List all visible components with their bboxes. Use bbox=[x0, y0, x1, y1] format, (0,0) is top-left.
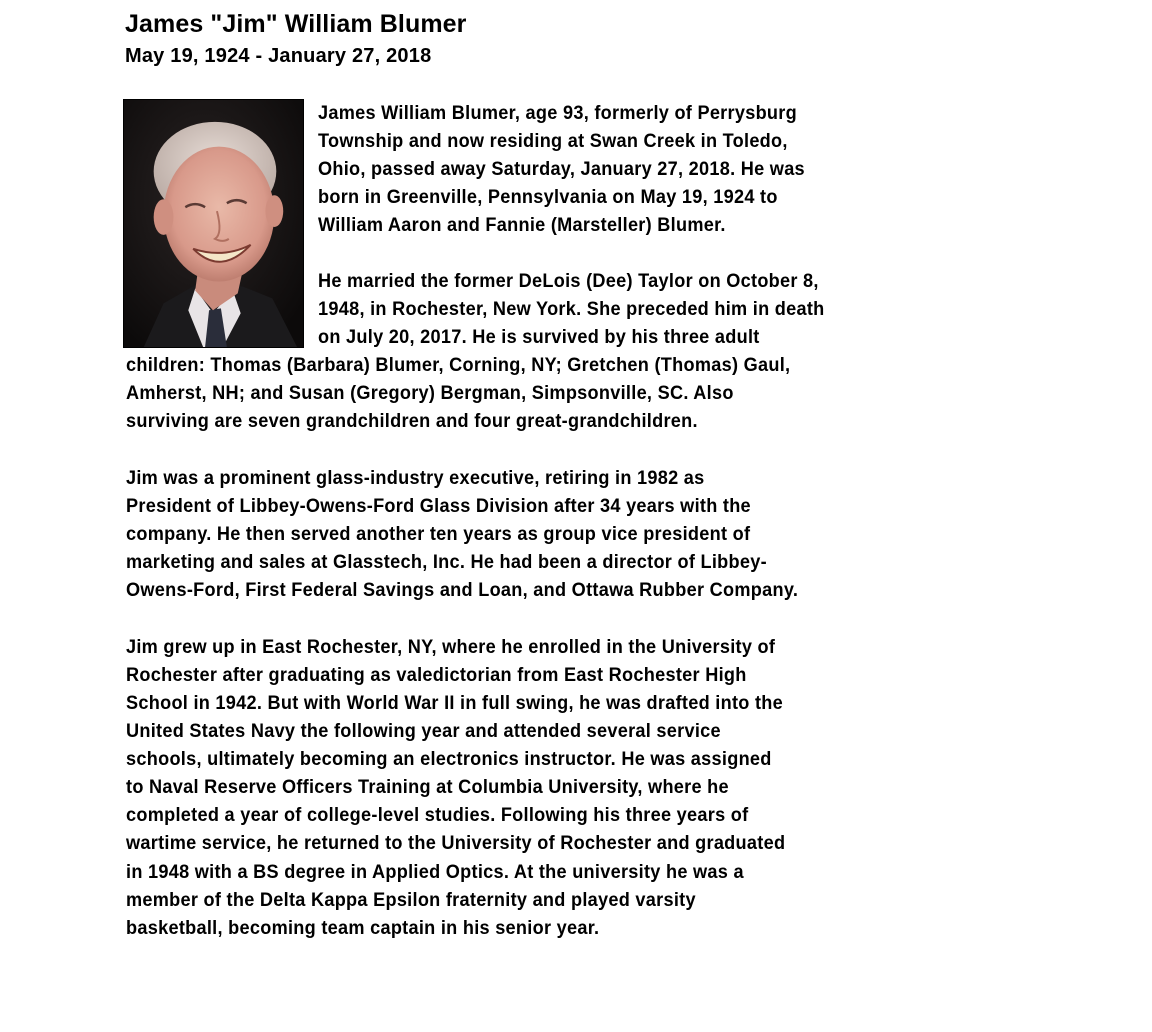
paragraph-line: United States Navy the following year and attended several service bbox=[126, 720, 721, 742]
paragraph-line: Ohio, passed away Saturday, January 27, 2018. He was bbox=[318, 158, 805, 180]
paragraph-line: School in 1942. But with World War II in full swing, he was drafted into the bbox=[126, 692, 783, 714]
paragraph-line: Rochester after graduating as valedictorian from East Rochester High bbox=[126, 664, 747, 686]
paragraph-line: in 1948 with a BS degree in Applied Optics. At the university he was a bbox=[126, 861, 744, 883]
paragraph-line: schools, ultimately becoming an electronics instructor. He was assigned bbox=[126, 748, 772, 770]
paragraph-line: on July 20, 2017. He is survived by his three adult bbox=[318, 326, 760, 348]
paragraph-line: marketing and sales at Glasstech, Inc. He had been a director of Libbey- bbox=[126, 551, 767, 573]
paragraph-line: company. He then served another ten years as group vice president of bbox=[126, 523, 751, 545]
paragraph-line: completed a year of college-level studies. Following his three years of bbox=[126, 804, 749, 826]
portrait-image bbox=[124, 100, 303, 347]
paragraph-line: He married the former DeLois (Dee) Taylor on October 8, bbox=[318, 270, 819, 292]
paragraph-line: children: Thomas (Barbara) Blumer, Corning, NY; Gretchen (Thomas) Gaul, bbox=[126, 354, 791, 376]
paragraph-line: President of Libbey-Owens-Ford Glass Division after 34 years with the bbox=[126, 495, 751, 517]
paragraph-line: Amherst, NH; and Susan (Gregory) Bergman, Simpsonville, SC. Also bbox=[126, 382, 734, 404]
paragraph-line: born in Greenville, Pennsylvania on May 19, 1924 to bbox=[318, 186, 778, 208]
paragraph-line: Jim was a prominent glass-industry executive, retiring in 1982 as bbox=[126, 467, 705, 489]
paragraph-line: William Aaron and Fannie (Marsteller) Blumer. bbox=[318, 214, 726, 236]
paragraph-line: wartime service, he returned to the University of Rochester and graduated bbox=[126, 832, 786, 854]
paragraph-line: James William Blumer, age 93, formerly of Perrysburg bbox=[318, 102, 797, 124]
portrait-photo bbox=[123, 99, 304, 348]
paragraph-line: to Naval Reserve Officers Training at Columbia University, where he bbox=[126, 776, 729, 798]
paragraph-line: 1948, in Rochester, New York. She preceded him in death bbox=[318, 298, 825, 320]
paragraph-line: Township and now residing at Swan Creek in Toledo, bbox=[318, 130, 788, 152]
paragraph-line: member of the Delta Kappa Epsilon fraternity and played varsity bbox=[126, 889, 696, 911]
paragraph-line: basketball, becoming team captain in his senior year. bbox=[126, 917, 600, 939]
paragraph-line: surviving are seven grandchildren and four great-grandchildren. bbox=[126, 410, 698, 432]
paragraph-line: Jim grew up in East Rochester, NY, where he enrolled in the University of bbox=[126, 636, 776, 658]
life-dates: May 19, 1924 - January 27, 2018 bbox=[125, 45, 432, 67]
obituary-name-heading: James "Jim" William Blumer bbox=[125, 10, 467, 38]
paragraph-line: Owens-Ford, First Federal Savings and Loan, and Ottawa Rubber Company. bbox=[126, 579, 799, 601]
